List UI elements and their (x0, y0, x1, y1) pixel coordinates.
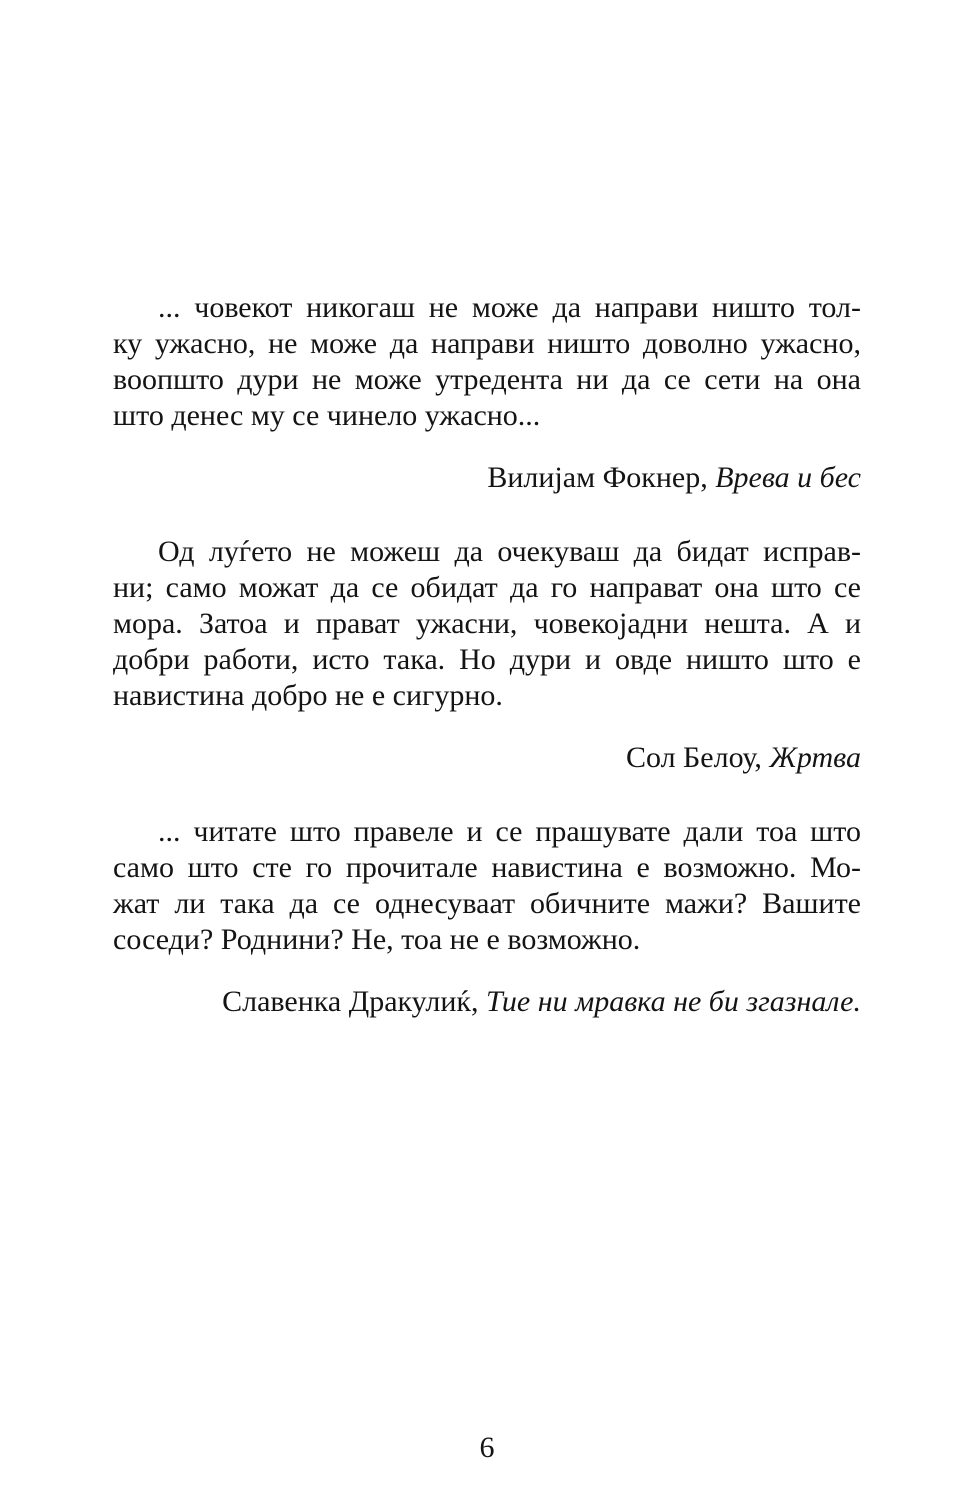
author-name: Сол Белоу, (625, 741, 770, 774)
text-line: ... читате што правеле и се прашувате дали тоа што (158, 815, 861, 848)
text-line: што денес му се чинело ужасно... (113, 399, 541, 432)
author-name: Вилијам Фокнер, (487, 461, 716, 494)
text-line: воопшто дури не може утредента ни да се сети на она (113, 363, 861, 396)
text-line: навистина добро не е сигурно. (113, 679, 503, 712)
work-title: Жртва (769, 741, 861, 774)
work-title: Тие ни мравка не би згазнале. (485, 985, 861, 1018)
text-line: мора. Затоа и прават ужасни, човекојадни нешта. А и (113, 607, 861, 640)
epigraph-attribution-bellow (113, 740, 861, 776)
epigraph-quote-bellow (113, 534, 861, 714)
text-line: жат ли така да се однесуваат обичните мажи? Вашите (113, 887, 861, 920)
work-title: Врева и бес (715, 461, 861, 494)
epigraph-attribution-faulkner (113, 460, 861, 496)
text-line: ни; само можат да се обидат да го направат она што се (113, 571, 861, 604)
epigraph-attribution-drakulic (113, 984, 861, 1020)
author-name: Славенка Дракулиќ, (222, 985, 486, 1018)
text-line: ку ужасно, не може да направи ништо доволно ужасно, (113, 327, 861, 360)
text-line: само што сте го прочитале навистина е возможно. Мо- (113, 851, 861, 884)
epigraph-quote-drakulic (113, 814, 861, 958)
page-number: 6 (479, 1431, 495, 1464)
text-line: ... човекот никогаш не може да направи ништо тол- (158, 291, 861, 324)
text-line: Од луѓето не можеш да очекуваш да бидат исправ- (158, 535, 861, 568)
epigraph-quote-faulkner (113, 290, 861, 434)
epigraphs-block (113, 0, 861, 1020)
text-line: добри работи, исто така. Но дури и овде ништо што е (113, 643, 861, 676)
text-line: соседи? Роднини? Не, тоа не е возможно. (113, 923, 641, 956)
